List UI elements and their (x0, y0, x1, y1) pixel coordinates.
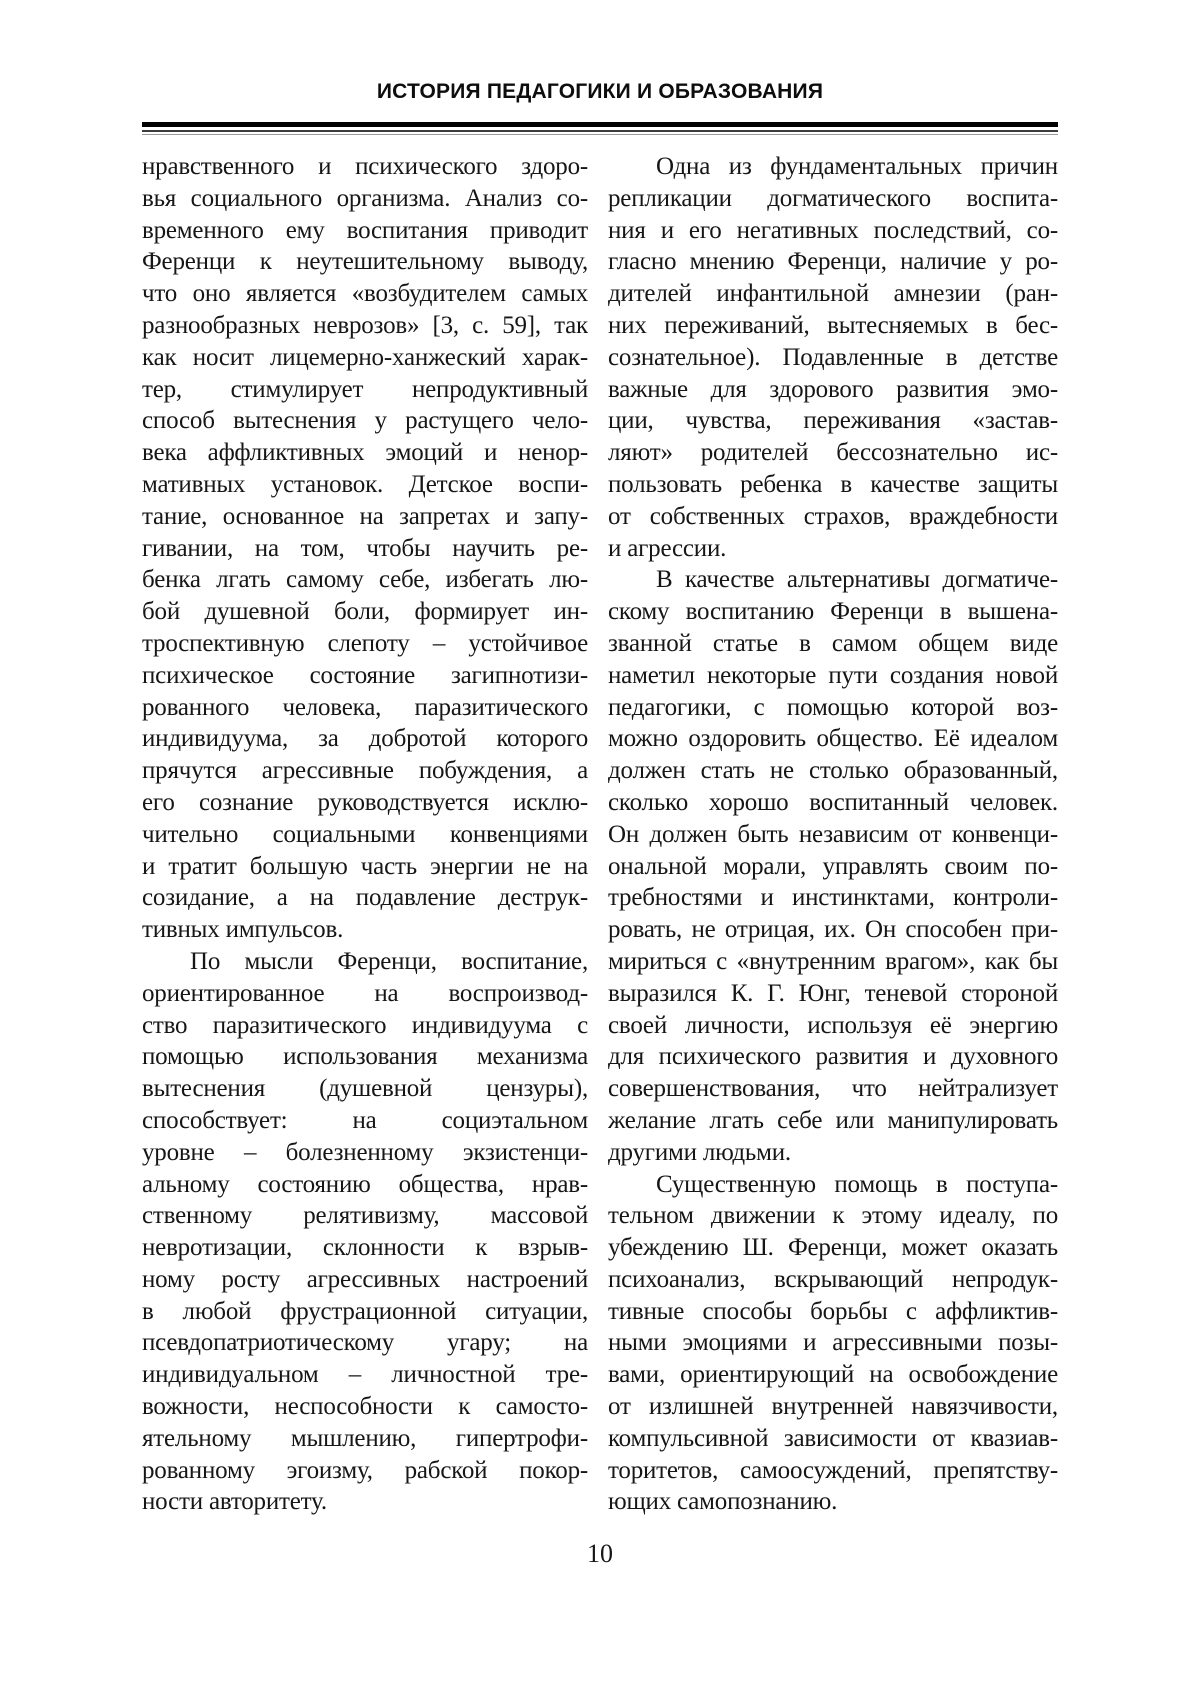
text-line: педагогики, с помощью которой воз- (608, 693, 1058, 721)
text-line: ственному релятивизму, массовой (142, 1202, 588, 1230)
text-line: ния и его негативных последствий, со- (608, 216, 1058, 244)
right-column (608, 151, 1058, 1518)
text-line: бенка лгать самому себе, избегать лю- (142, 566, 588, 594)
text-line: уровне – болезненному экзистенци- (142, 1138, 588, 1166)
text-line: совершенствования, что нейтрализует (608, 1075, 1058, 1103)
text-line: ляют» родителей бессознательно ис- (608, 439, 1058, 467)
text-line: троспективную слепоту – устойчивое (142, 629, 588, 657)
text-line: ство паразитического индивидуума с (142, 1011, 588, 1039)
text-line: ональной морали, управлять своим по- (608, 852, 1058, 880)
text-line: репликации догматического воспита- (608, 184, 1058, 212)
text-line: тер, стимулирует непродуктивный (142, 375, 588, 403)
text-line: помощью использования механизма (142, 1043, 588, 1071)
text-line: должен стать не столько образованный, (608, 757, 1058, 785)
text-line: пользовать ребенка в качестве защиты (608, 470, 1058, 498)
text-line: от собственных страхов, враждебности (608, 502, 1058, 530)
text-line: как носит лицемерно-ханжеский харак- (142, 343, 588, 371)
text-line: рованного человека, паразитического (142, 693, 588, 721)
text-line: выразился К. Г. Юнг, теневой стороной (608, 979, 1058, 1007)
text-line: Одна из фундаментальных причин (656, 153, 1058, 180)
text-line: нравственного и психического здоро- (142, 153, 588, 180)
text-line: что оно является «возбудителем самых (142, 280, 588, 308)
text-line: них переживаний, вытесняемых в бес- (608, 311, 1058, 339)
text-line: временного ему воспитания приводит (142, 216, 588, 244)
text-line: альному состоянию общества, нрав- (142, 1170, 588, 1198)
text-line: вытеснения (душевной цензуры), (142, 1075, 588, 1103)
text-line: псевдопатриотическому угару; на (142, 1329, 588, 1357)
text-line: ции, чувства, переживания «застав- (608, 407, 1058, 435)
left-column (142, 151, 588, 1518)
text-line: индивидуума, за добротой которого (142, 725, 588, 753)
text-line: В качестве альтернативы догматиче- (656, 566, 1058, 594)
text-line: для психического развития и духовного (608, 1043, 1058, 1071)
section-running-head: ИСТОРИЯ ПЕДАГОГИКИ И ОБРАЗОВАНИЯ (376, 80, 824, 103)
text-line: дителей инфантильной амнезии (ран- (608, 280, 1058, 308)
text-line: тивные способы борьбы с аффликтив- (608, 1297, 1058, 1325)
text-line: вья социального организма. Анализ со- (142, 184, 588, 212)
text-line: прячутся агрессивные побуждения, а (142, 757, 588, 785)
text-line: можно оздоровить общество. Её идеалом (608, 725, 1058, 753)
text-line: важные для здорового развития эмо- (608, 375, 1058, 403)
text-line: скому воспитанию Ференци в вышена- (608, 598, 1058, 626)
text-line: желание лгать себе или манипулировать (608, 1106, 1058, 1134)
text-line: требностями и инстинктами, контроли- (608, 884, 1058, 912)
text-line: невротизации, склонности к взрыв- (142, 1234, 588, 1262)
text-line: компульсивной зависимости от квазиав- (608, 1424, 1058, 1452)
text-line: способ вытеснения у растущего чело- (142, 407, 588, 435)
text-line: По мысли Ференци, воспитание, (190, 947, 588, 975)
text-line: ному росту агрессивных настроений (142, 1265, 588, 1293)
text-line: в любой фрустрационной ситуации, (142, 1297, 588, 1325)
text-line: ющих самопознанию. (608, 1488, 838, 1516)
page-number: 10 (587, 1539, 613, 1568)
text-line: тивных импульсов. (142, 916, 344, 944)
text-line: торитетов, самоосуждений, препятству- (608, 1456, 1058, 1484)
text-line: Существенную помощь в поступа- (656, 1170, 1058, 1198)
text-line: вожности, неспособности к самосто- (142, 1393, 588, 1421)
text-line: ятельному мышлению, гипертрофи- (142, 1424, 588, 1452)
text-line: созидание, а на подавление деструк- (142, 884, 588, 912)
text-line: гивании, на том, чтобы научить ре- (142, 534, 588, 562)
text-line: и агрессии. (608, 534, 727, 562)
text-line: индивидуальном – личностной тре- (142, 1361, 588, 1389)
text-line: тельном движении к этому идеалу, по (608, 1202, 1058, 1230)
text-line: вами, ориентирующий на освобождение (608, 1361, 1058, 1389)
header-rule-thick (142, 122, 1058, 127)
text-line: ными эмоциями и агрессивными позы- (608, 1329, 1058, 1357)
text-line: психоанализ, вскрывающий непродук- (608, 1265, 1058, 1293)
text-line: убеждению Ш. Ференци, может оказать (608, 1234, 1058, 1262)
text-line: разнообразных неврозов» [3, с. 59], так (142, 311, 588, 339)
text-line: Ференци к неутешительному выводу, (142, 248, 588, 276)
text-line: ориентированное на воспроизвод- (142, 979, 588, 1007)
text-line: психическое состояние загипнотизи- (142, 661, 588, 689)
text-line: Он должен быть независим от конвенци- (608, 820, 1058, 848)
text-line: сознательное). Подавленные в детстве (608, 343, 1058, 371)
text-line: чительно социальными конвенциями (142, 820, 588, 848)
header-rule-thin (142, 130, 1058, 135)
text-line: званной статье в самом общем виде (608, 629, 1058, 657)
text-line: способствует: на социэтальном (142, 1106, 588, 1134)
text-line: тание, основанное на запретах и запу- (142, 502, 588, 530)
text-line: сколько хорошо воспитанный человек. (608, 788, 1058, 816)
text-line: века аффликтивных эмоций и ненор- (142, 439, 588, 467)
text-line: рованному эгоизму, рабской покор- (142, 1456, 588, 1484)
text-line: его сознание руководствуется исклю- (142, 788, 588, 816)
text-line: другими людьми. (608, 1138, 791, 1166)
text-line: наметил некоторые пути создания новой (608, 661, 1058, 689)
text-line: мириться с «внутренним врагом», как бы (608, 947, 1058, 975)
text-line: своей личности, используя её энергию (608, 1011, 1058, 1039)
text-line: бой душевной боли, формирует ин- (142, 598, 588, 626)
text-line: от излишней внутренней навязчивости, (608, 1393, 1058, 1421)
text-line: ности авторитету. (142, 1488, 327, 1516)
text-line: и тратит большую часть энергии не на (142, 852, 588, 880)
text-line: гласно мнению Ференци, наличие у ро- (608, 248, 1058, 276)
text-line: ровать, не отрицая, их. Он способен при- (608, 916, 1058, 944)
text-line: мативных установок. Детское воспи- (142, 470, 588, 498)
